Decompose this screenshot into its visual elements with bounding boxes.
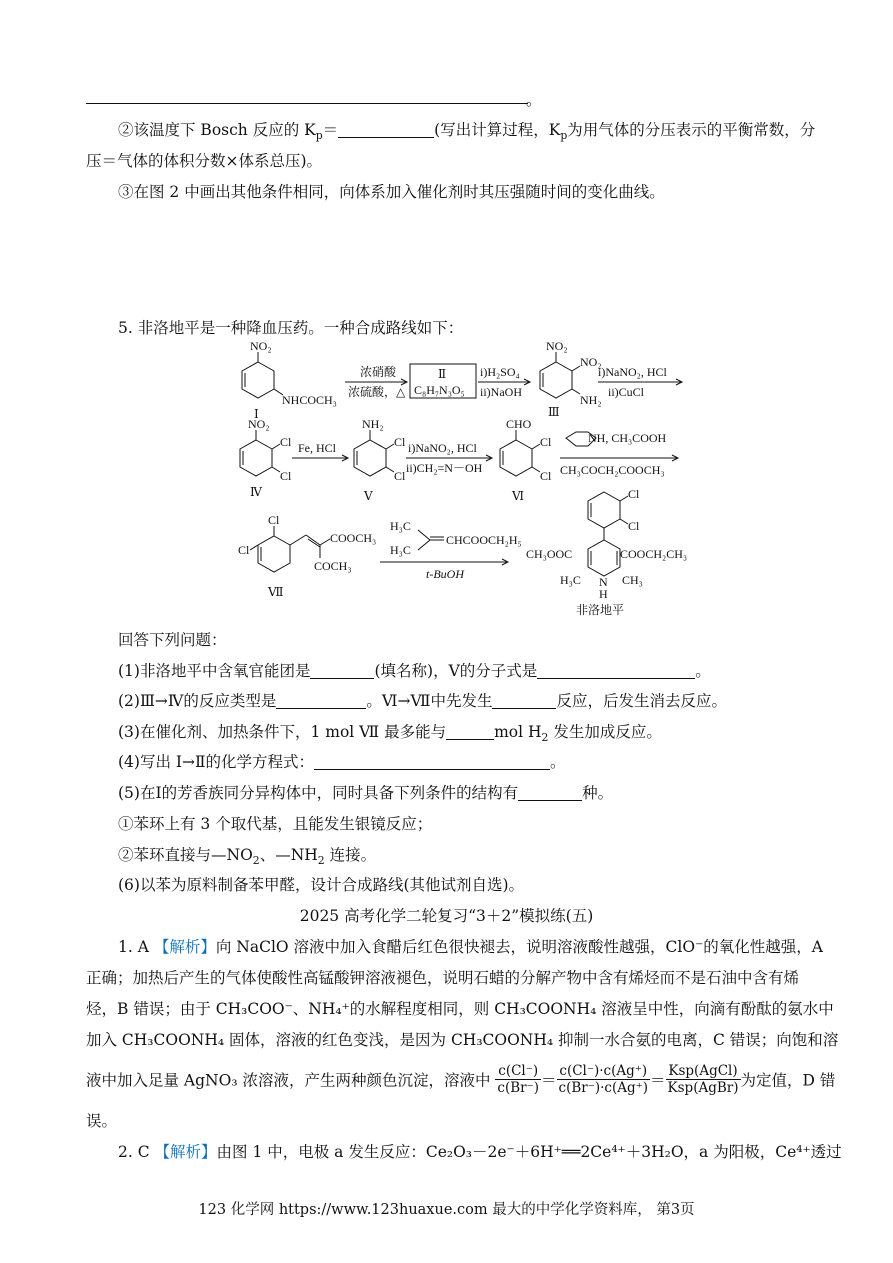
- arrow4-top: Fe, HCl: [298, 441, 337, 455]
- subq-4: (4)写出 Ⅰ→Ⅱ的化学方程式： 。: [118, 753, 566, 771]
- prod-right-ester: COOCH₂CH₃: [620, 547, 688, 561]
- VI-label: Ⅵ: [512, 489, 525, 503]
- prod-cl1: Cl: [628, 487, 640, 501]
- V-nh2: NH₂: [362, 417, 384, 431]
- section-title: 2025 高考化学二轮复习“3＋2”模拟练(五): [299, 907, 594, 925]
- prod-me-right: CH₃: [622, 573, 643, 587]
- subq-3: (3)在催化剂、加热条件下，1 mol Ⅶ 最多能与 mol $H_2$ 发生加成反应。: [118, 723, 662, 745]
- answer-blank-q2b[interactable]: [492, 693, 556, 710]
- III-label: Ⅲ: [548, 405, 560, 419]
- arrow3-top: i)NaNO₂, HCl: [598, 365, 667, 379]
- answer-blank-q2a[interactable]: [276, 693, 366, 710]
- q5-intro: 5. 非洛地平是一种降血压药。一种合成路线如下：: [118, 319, 464, 337]
- I-nhcoch3: NHCOCH₃: [282, 393, 337, 407]
- answer-1-line4: 加入 CH₃COONH₄ 固体，溶液的红色变浅，是因为 CH₃COONH₄ 抑制一水合氨的电离，C 错误；向饱和溶: [86, 1031, 839, 1049]
- prod-h: H: [599, 587, 608, 601]
- fraction-ksp: $\frac{\text{Ksp(AgCl)}}{\text{Ksp(AgBr)}}$: [667, 1063, 739, 1096]
- subq-5: (5)在Ⅰ的芳香族同分异构体中，同时具备下列条件的结构有 种。: [118, 784, 614, 802]
- answer-blank-q1a[interactable]: [310, 663, 374, 680]
- answer-1-line1: 1. A 【解析】向 NaClO 溶液中加入食醋后红色很快褪去，说明溶液酸性越强，ClO⁻的氧化性越强，A: [118, 938, 823, 956]
- analysis-tag-2: 【解析】: [154, 1143, 217, 1161]
- subq-2: (2)Ⅲ→Ⅳ的反应类型是 。Ⅵ→Ⅶ中先发生 反应，后发生消去反应。: [118, 692, 727, 710]
- benzene-ring-V: [354, 440, 386, 476]
- IV-cl1: Cl: [280, 435, 292, 449]
- VI-cl2: Cl: [540, 469, 552, 483]
- arrow5-bottom: ii)CH₂=N－OH: [406, 461, 483, 475]
- answer-prompt: 回答下列问题：: [118, 631, 227, 649]
- benzene-ring-III: [540, 362, 572, 398]
- benzene-ring-VI: [500, 440, 532, 476]
- I-label: Ⅰ: [254, 407, 259, 421]
- VII-cl1: Cl: [268, 513, 280, 527]
- answer-blank-q4[interactable]: [314, 754, 550, 771]
- II-formula: C₈H₇N₃O₅: [414, 383, 465, 397]
- II-label: Ⅱ: [438, 367, 447, 381]
- VII-label: Ⅶ: [268, 585, 284, 599]
- benzene-ring-VII: [258, 536, 290, 572]
- analysis-tag: 【解析】: [153, 938, 216, 956]
- arrow2-top: i)H₂SO₄: [480, 365, 520, 379]
- prod-n: N: [599, 575, 608, 589]
- subq-5-cond1: ①苯环上有 3 个取代基，且能发生银镜反应；: [118, 815, 433, 833]
- top-period: 。: [526, 91, 542, 109]
- V-label: Ⅴ: [364, 489, 373, 503]
- arrow7-h3c-bottom: H₃C: [390, 543, 411, 557]
- arrow6-bottom: CH₃COCH₂COOCH₃: [560, 463, 665, 477]
- q4-item2-line1: ②该温度下 Bosch 反应的 $K_p=$ (写出计算过程，$K_p$为用气体的分压表示的平衡常数，分: [118, 121, 816, 143]
- VII-cl2: Cl: [238, 543, 250, 557]
- arrow1-bottom: 浓硫酸，△: [348, 385, 406, 399]
- prod-me-left: H₃C: [560, 573, 581, 587]
- prod-name: 非洛地平: [576, 603, 625, 617]
- answer-blank-q5[interactable]: [518, 785, 582, 802]
- prod-cl2: Cl: [628, 519, 640, 533]
- arrow7-h3c-top: H₃C: [390, 519, 411, 533]
- fraction-cl-br: $\frac{c(Cl^-)}{c(Br^-)}$: [497, 1063, 540, 1096]
- answer-1-line5: 液中加入足量 AgNO₃ 浓溶液，产生两种颜色沉淀，溶液中 $\frac{c(Cl^-)}{c(Br^-)}$ ＝ $\frac{c(Cl^-)\cdot c(Ag^+)}{c(Br^-)\cdot c(Ag^+)}$ ＝ $\frac{\text{Ksp(AgCl)}}{\text{Ksp(AgBr)}}$ 为定值，D 错: [86, 1063, 836, 1096]
- answer-2-line1: 2. C 【解析】由图 1 中，电极 a 发生反应：Ce₂O₃－2e⁻＋6H⁺══2Ce⁴⁺＋3H₂O，a 为阳极，Ce⁴⁺透过: [118, 1143, 842, 1161]
- subq-5-cond2: ②苯环直接与$—NO_2$、$—NH_2$ 连接。: [118, 846, 377, 868]
- answer-1-line6: 误。: [86, 1112, 118, 1130]
- IV-no2: NO₂: [248, 417, 270, 431]
- arrow2-bottom: ii)NaOH: [480, 385, 522, 399]
- arrow5-top: i)NaNO₂, HCl: [408, 441, 477, 455]
- arrow7-bottom: t-BuOH: [426, 567, 464, 581]
- answer-blank-q1b[interactable]: [537, 663, 695, 680]
- arrow6-top: NH, CH₃COOH: [588, 431, 667, 445]
- subq-6: (6)以苯为原料制备苯甲醛，设计合成路线(其他试剂自选)。: [118, 876, 525, 894]
- q4-item3: ③在图 2 中画出其他条件相同，向体系加入催化剂时其压强随时间的变化曲线。: [118, 183, 665, 201]
- q4-item2-line2: 压＝气体的体积分数×体系总压)。: [86, 152, 323, 170]
- answer-1-line3: 烃，B 错误；由于 CH₃COO⁻、NH₄⁺的水解程度相同，则 CH₃COONH₄ 溶液呈中性，向滴有酚酞的氨水中: [86, 1000, 834, 1018]
- arrow1-top: 浓硝酸: [360, 365, 397, 379]
- arrow3-bottom: ii)CuCl: [608, 385, 645, 399]
- III-no2-side: NO₂: [580, 355, 602, 369]
- answer-blank-q3[interactable]: [446, 724, 494, 741]
- answer-1-line2: 正确；加热后产生的气体使酸性高锰酸钾溶液褪色，说明石蜡的分解产物中含有烯烃而不是石油中含有烯: [86, 969, 800, 987]
- prod-left-ester: CH₃OOC: [526, 547, 573, 561]
- answer-blank-line: [86, 103, 528, 104]
- VI-cl1: Cl: [540, 435, 552, 449]
- benzene-ring-I: [242, 362, 274, 398]
- VII-coch3: COCH₃: [314, 559, 352, 573]
- V-cl2: Cl: [394, 469, 406, 483]
- benzene-ring-IV: [240, 440, 272, 476]
- dihydropyridine-ring: [588, 540, 620, 576]
- IV-label: Ⅳ: [250, 485, 262, 499]
- I-no2: NO₂: [250, 340, 272, 353]
- III-no2-top: NO₂: [546, 340, 568, 353]
- VII-cooch3: COOCH₃: [330, 531, 377, 545]
- VI-cho: CHO: [506, 417, 532, 431]
- V-cl1: Cl: [394, 435, 406, 449]
- IV-cl2: Cl: [280, 469, 292, 483]
- page-footer: 123 化学网 https://www.123huaxue.com 最大的中学化学资料库， 第3页: [198, 1202, 695, 1218]
- fraction-ag-product: $\frac{c(Cl^-)\cdot c(Ag^+)}{c(Br^-)\cdot c(Ag^+)}$: [558, 1063, 649, 1096]
- answer-blank-kp[interactable]: [338, 122, 434, 139]
- subq-1: (1)非洛地平中含氧官能团是 (填名称)，Ⅴ的分子式是 。: [118, 662, 711, 680]
- synthesis-scheme: [230, 340, 690, 622]
- arrow7-ester: CHCOOCH₂H₅: [446, 533, 522, 547]
- III-nh2: NH₂: [580, 393, 602, 407]
- benzene-ring-product: [588, 492, 620, 528]
